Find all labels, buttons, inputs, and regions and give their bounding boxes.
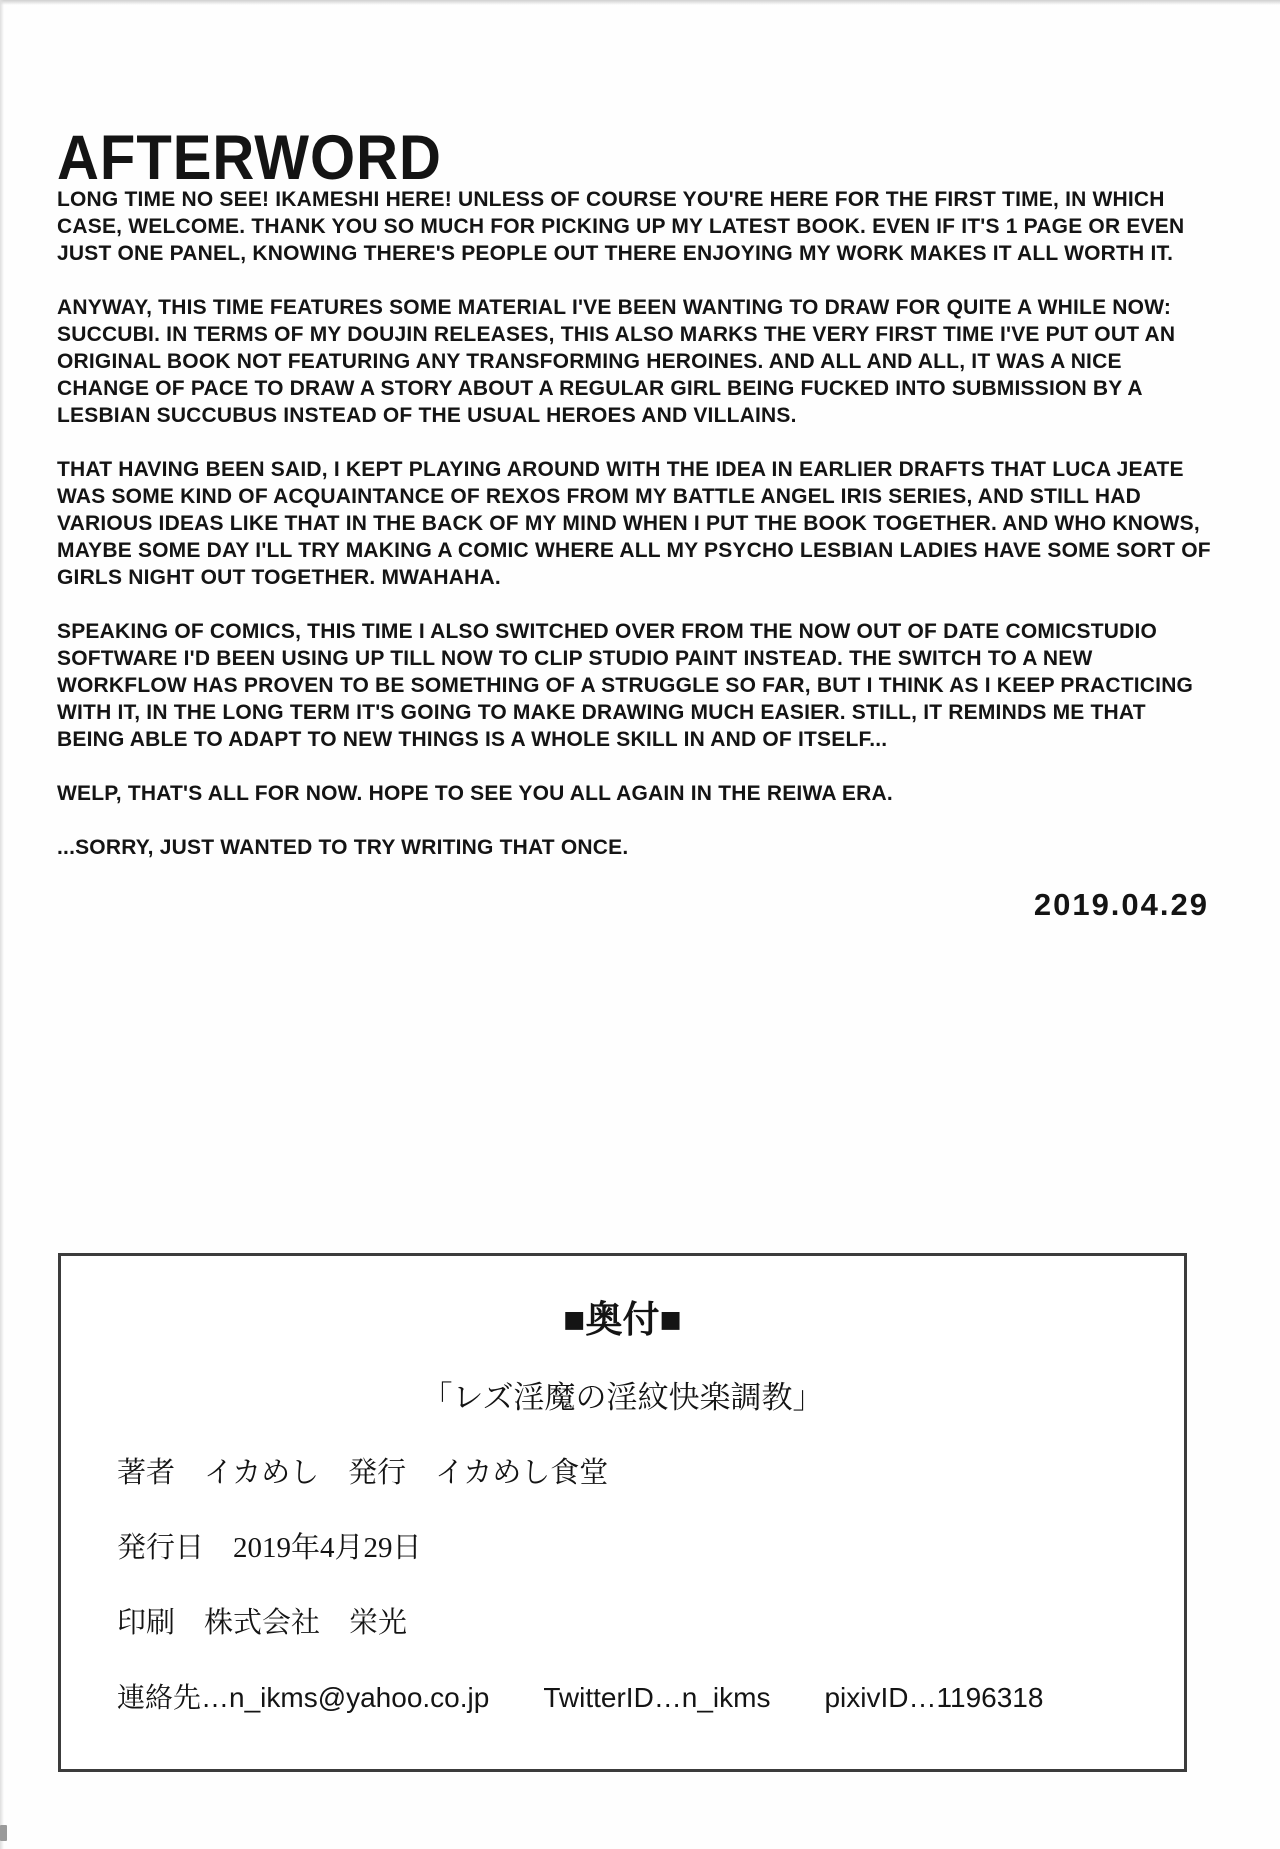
colophon-heading: ■奥付■	[563, 1299, 682, 1340]
afterword-body	[57, 186, 1215, 922]
signoff-date: 2019.04.29	[1033, 887, 1209, 922]
afterword-paragraph-1: LONG TIME NO SEE! IKAMESHI HERE! UNLESS OF COURSE YOU'RE HERE FOR THE FIRST TIME, IN WHICH CASE, WELCOME. THANK YOU SO MUCH FOR PICKING UP MY LATEST BOOK. EVEN IF IT'S 1 PAGE OR EVEN JUST ONE PANEL, KNOWING THERE'S PEOPLE OUT THERE ENJOYING MY WORK MAKES IT ALL WORTH IT.	[57, 188, 1185, 265]
colophon-book-title: 「レズ淫魔の淫紋快楽調教」	[421, 1379, 824, 1415]
scan-artifact	[0, 1825, 7, 1841]
colophon-author-publisher-row: 著者 イカめし 発行 イカめし食堂	[117, 1456, 609, 1489]
scan-edge-left	[0, 0, 4, 1849]
afterword-paragraph-3: THAT HAVING BEEN SAID, I KEPT PLAYING AROUND WITH THE IDEA IN EARLIER DRAFTS THAT LUCA JEATE WAS SOME KIND OF ACQUAINTANCE OF REXOS FROM MY BATTLE ANGEL IRIS SERIES, AND STILL HAD VARIOUS IDEAS LIKE THAT IN THE BACK OF MY MIND WHEN I PUT THE BOOK TOGETHER. AND WHO KNOWS, MAYBE SOME DAY I'LL TRY MAKING A COMIC WHERE ALL MY PSYCHO LESBIAN LADIES HAVE SOME SORT OF GIRLS NIGHT OUT TOGETHER. MWAHAHA.	[57, 458, 1211, 589]
afterword-paragraph-6: ...SORRY, JUST WANTED TO TRY WRITING THAT ONCE.	[57, 836, 629, 859]
afterword-paragraph-4: SPEAKING OF COMICS, THIS TIME I ALSO SWITCHED OVER FROM THE NOW OUT OF DATE COMICSTUDIO SOFTWARE I'D BEEN USING UP TILL NOW TO CLIP STUDIO PAINT INSTEAD. THE SWITCH TO A NEW WORKFLOW HAS PROVEN TO BE SOMETHING OF A STRUGGLE SO FAR, BUT I THINK AS I KEEP PRACTICING WITH IT, IN THE LONG TERM IT'S GOING TO MAKE DRAWING MUCH EASIER. STILL, IT REMINDS ME THAT BEING ABLE TO ADAPT TO NEW THINGS IS A WHOLE SKILL IN AND OF ITSELF...	[57, 620, 1194, 751]
contact-email: 連絡先…n_ikms@yahoo.co.jp	[117, 1681, 490, 1713]
contact-twitter-id: TwitterID…n_ikms	[543, 1681, 771, 1713]
afterword-paragraph-5: WELP, THAT'S ALL FOR NOW. HOPE TO SEE YOU ALL AGAIN IN THE REIWA ERA.	[57, 782, 893, 805]
colophon-printer-row: 印刷 株式会社 栄光	[117, 1606, 408, 1639]
colophon-publish-date-row: 発行日 2019年4月29日	[117, 1531, 422, 1564]
scan-edge-top	[0, 0, 1280, 5]
colophon-box	[58, 1253, 1187, 1772]
colophon-rows	[117, 1457, 1184, 1639]
colophon-contact-row	[117, 1682, 1184, 1714]
page-title: AFTERWORD	[57, 122, 442, 193]
contact-pixiv-id: pixivID…1196318	[824, 1681, 1044, 1713]
afterword-paragraph-2: ANYWAY, THIS TIME FEATURES SOME MATERIAL I'VE BEEN WANTING TO DRAW FOR QUITE A WHILE NOW: SUCCUBI. IN TERMS OF MY DOUJIN RELEASES, THIS ALSO MARKS THE VERY FIRST TIME I'VE PUT OUT AN ORIGINAL BOOK NOT FEATURING ANY TRANSFORMING HEROINES. AND ALL AND ALL, IT WAS A NICE CHANGE OF PACE TO DRAW A STORY ABOUT A REGULAR GIRL BEING FUCKED INTO SUBMISSION BY A LESBIAN SUCCUBUS INSTEAD OF THE USUAL HEROES AND VILLAINS.	[57, 296, 1176, 427]
